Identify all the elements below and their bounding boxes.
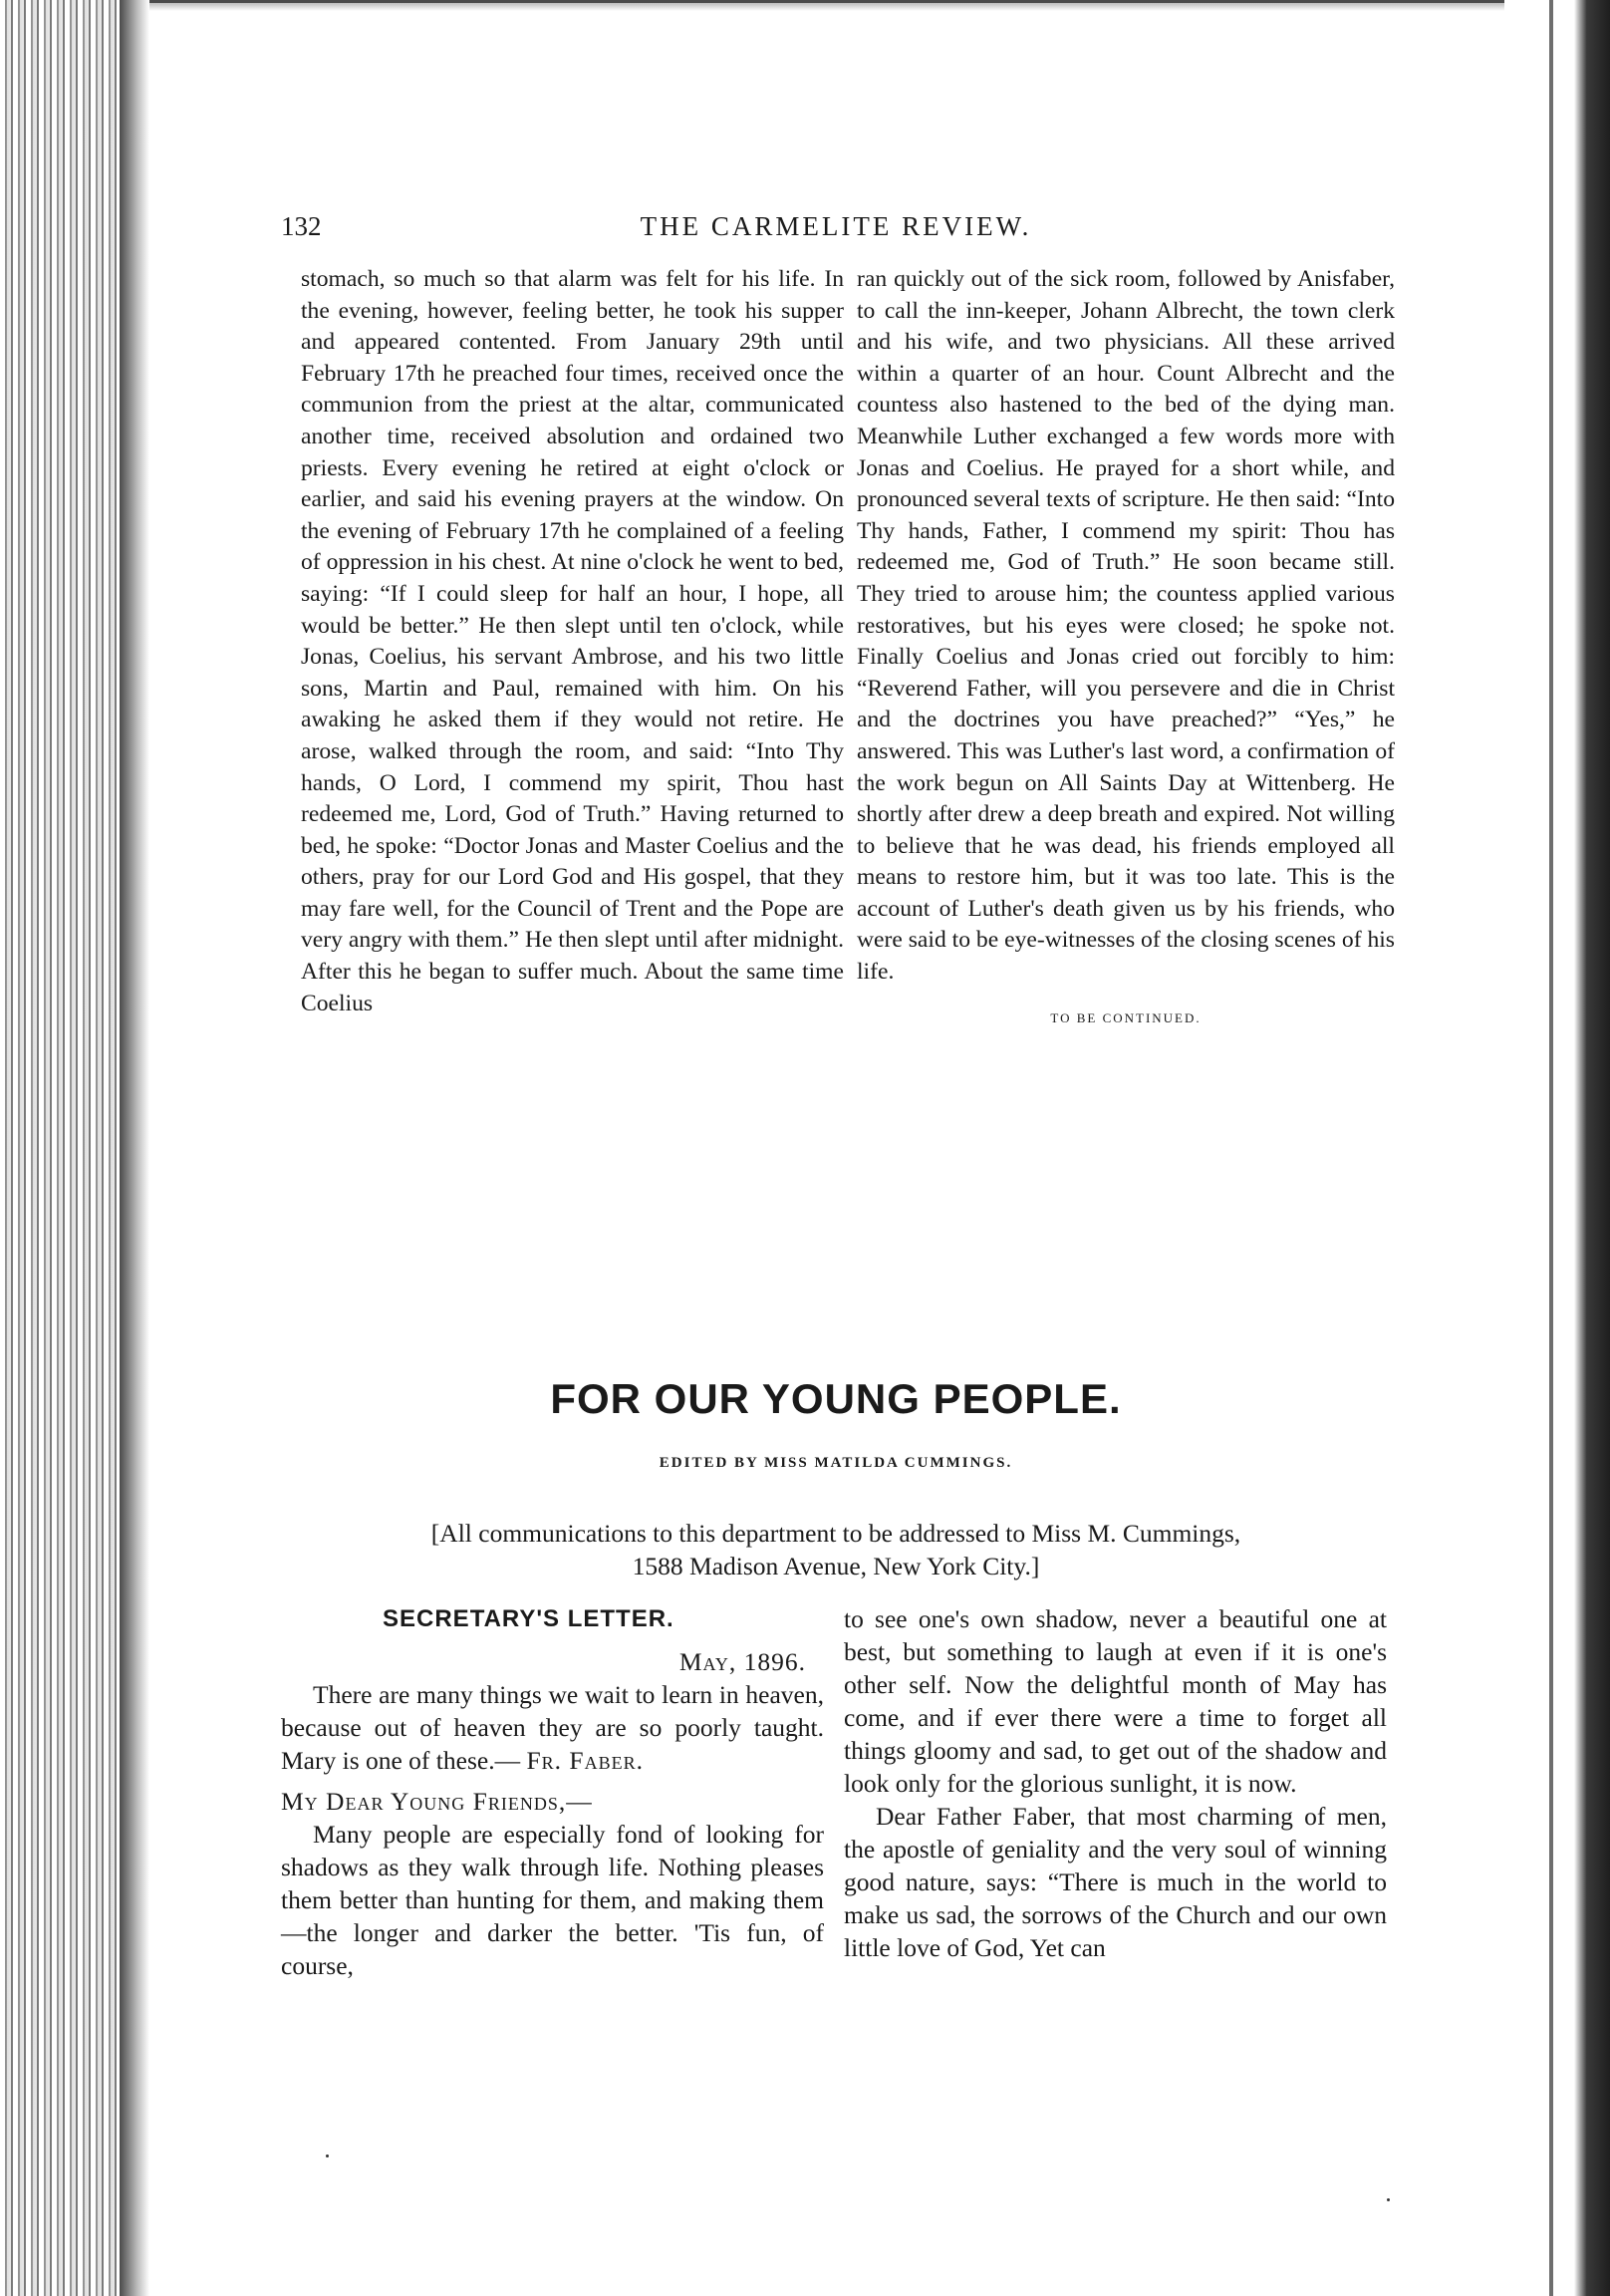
- epigraph: [281, 1678, 824, 1777]
- letter-right-column: [844, 1602, 1387, 1964]
- article-right-column: [857, 264, 1395, 1033]
- letter-paragraph: to see one's own shadow, never a beautiful one at best, but something to laugh at even if it is one's other self. Now the delightful month of May has come, and if ever there were a time to forget all things gloomy and sad, to get out of the shadow and look only for the glorious sunlight, it is now.: [844, 1604, 1387, 1798]
- salutation: My Dear Young Friends,—: [281, 1787, 593, 1816]
- letter-paragraph: Dear Father Faber, that most charming of men, the apostle of geniality and the very soul of winning good nature, says: “There is much in the world to make us sad, the sorrows of the Church and our own little love of God, Yet can: [844, 1802, 1387, 1962]
- notice-line: 1588 Madison Avenue, New York City.]: [632, 1552, 1040, 1580]
- notice-line: [All communications to this department to be addressed to Miss M. Cummings,: [430, 1519, 1241, 1548]
- scan-speck: [326, 2154, 329, 2157]
- spine-shadow: [120, 0, 149, 2296]
- section-editor: EDITED BY MISS MATILDA CUMMINGS.: [659, 1455, 1013, 1471]
- section-title: FOR OUR YOUNG PEOPLE.: [550, 1375, 1122, 1422]
- letter-date: May, 1896.: [678, 1647, 806, 1676]
- address-notice: [281, 1517, 1391, 1582]
- article-left-column: [301, 264, 844, 1019]
- page-right-border: [1549, 0, 1553, 2296]
- to-be-continued: TO BE CONTINUED.: [1050, 1009, 1202, 1025]
- page-right-edge: [1574, 0, 1610, 2296]
- epigraph-author: Fr. Faber.: [526, 1746, 644, 1775]
- page-header: [281, 211, 1391, 251]
- letter-left-column: [281, 1602, 824, 1982]
- letter-paragraph: Many people are especially fond of looking for shadows as they walk through life. Nothing pleases them better than hunting for them, and making them—the longer and darker the better. 'Tis fun, of course,: [281, 1820, 824, 1980]
- magazine-page: [281, 0, 1395, 2296]
- letter-title: SECRETARY'S LETTER.: [383, 1605, 674, 1632]
- article-paragraph: ran quickly out of the sick room, followed by Anisfaber, to call the inn-keeper, Johann Albrecht, the town clerk and his wife, and two physicians. All these arrived within a quarter of an hour. Count Albrecht and the countess also hastened to the bed of the dying man. Meanwhile Luther exchanged a few words more with Jonas and Coelius. He prayed for a short while, and pronounced several texts of scripture. He then said: “Into Thy hands, Father, I commend my spirit: Thou has redeemed me, God of Truth.” He soon became still. They tried to arouse him; the countess applied various restoratives, but his eyes were closed; he spoke not. Finally Coelius and Jonas cried out forcibly to him: “Reverend Father, will you persevere and die in Christ and the doctrines you have preached?” “Yes,” he answered. This was Luther's last word, a confirmation of the work begun on All Saints Day at Wittenberg. He shortly after drew a deep breath and expired. Not willing to believe that he was dead, his friends employed all means to restore him, but it was too late. This is the account of Luther's death given us by his friends, who were said to be eye-witnesses of the closing scenes of his life.: [857, 266, 1395, 986]
- running-title: THE CARMELITE REVIEW.: [640, 211, 1032, 241]
- article-paragraph: stomach, so much so that alarm was felt for his life. In the evening, however, feeling better, he took his supper and appeared contented. From January 29th until February 17th he preached four times, received once the communion from the priest at the altar, communicated another time, received absolution and ordained two priests. Every evening he retired at eight o'clock or earlier, and said his evening prayers at the window. On the evening of February 17th he complained of a feeling of oppression in his chest. At nine o'clock he went to bed, saying: “If I could sleep for half an hour, I hope, all would be better.” He then slept until ten o'clock, while Jonas, Coelius, his servant Ambrose, and his two little sons, Martin and Paul, remained with him. On his awaking he asked them if they would not retire. He arose, walked through the room, and said: “Into Thy hands, O Lord, I commend my spirit, Thou hast redeemed me, Lord, God of Truth.” Having returned to bed, he spoke: “Doctor Jonas and Master Coelius and the others, pray for our Lord God and His gospel, that they may fare well, for the Council of Trent and the Pope are very angry with them.” He then slept until after midnight. After this he began to suffer much. About the same time Coelius: [301, 266, 844, 1016]
- scan-speck: [1387, 2198, 1390, 2201]
- page-number: 132: [281, 211, 322, 241]
- epigraph-text: There are many things we wait to learn in heaven, because out of heaven they are so poorly taught. Mary is one of these.—: [281, 1680, 824, 1775]
